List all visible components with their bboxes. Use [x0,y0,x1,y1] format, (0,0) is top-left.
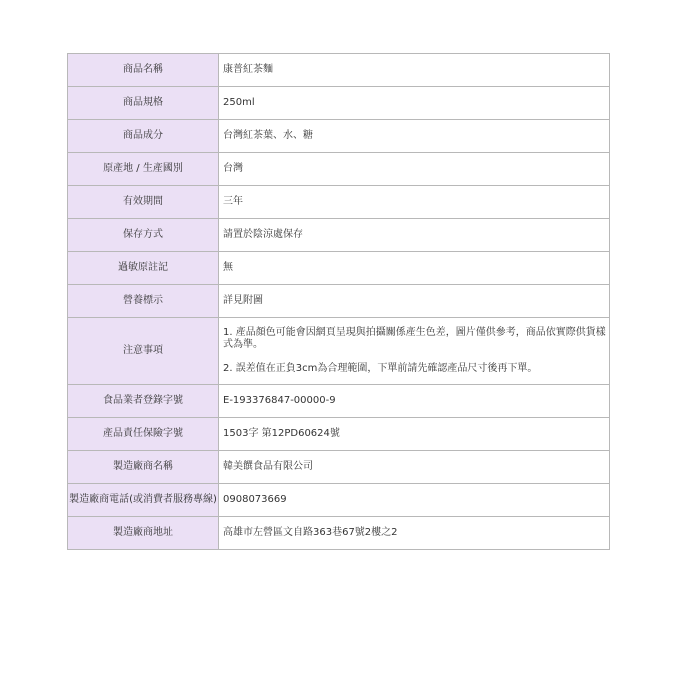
table-row-ingredients [68,120,610,153]
row-value: 高雄市左營區文自路363巷67號2樓之2 [219,517,610,550]
table-row-shelf-life [68,186,610,219]
row-label: 商品名稱 [68,54,219,87]
row-value: 無 [219,252,610,285]
row-label: 保存方式 [68,219,219,252]
row-label: 注意事項 [68,318,219,385]
row-label: 過敏原註記 [68,252,219,285]
row-label: 製造廠商名稱 [68,451,219,484]
table-row-allergen [68,252,610,285]
row-label: 營養標示 [68,285,219,318]
row-label: 食品業者登錄字號 [68,385,219,418]
note-line: 1. 產品顏色可能會因網頁呈現與拍攝關係產生色差，圖片僅供參考，商品依實際供貨樣式為準。 [223,327,606,350]
table-row-insurance-number [68,418,610,451]
table-row-manufacturer-name [68,451,610,484]
product-spec-table [67,53,610,550]
row-label: 有效期間 [68,186,219,219]
row-label: 製造廠商電話(或消費者服務專線) [68,484,219,517]
row-value: 台灣紅茶葉、水、糖 [219,120,610,153]
row-value: 詳見附圖 [219,285,610,318]
row-label: 製造廠商地址 [68,517,219,550]
table-row-storage [68,219,610,252]
table-row-spec [68,87,610,120]
row-value: E-193376847-00000-9 [219,385,610,418]
row-value: 三年 [219,186,610,219]
row-value-notes [219,318,610,385]
row-value: 250ml [219,87,610,120]
table-row-registration-number [68,385,610,418]
table-row-manufacturer-phone [68,484,610,517]
row-value: 台灣 [219,153,610,186]
row-value: 0908073669 [219,484,610,517]
row-value: 請置於陰涼處保存 [219,219,610,252]
row-value: 韓美饌食品有限公司 [219,451,610,484]
note-line: 2. 誤差值在正負3cm為合理範圍，下單前請先確認產品尺寸後再下單。 [223,363,538,374]
table-row-nutrition [68,285,610,318]
table-row-manufacturer-address [68,517,610,550]
row-label: 原產地 / 生產國別 [68,153,219,186]
table-row-product-name [68,54,610,87]
table-row-origin [68,153,610,186]
row-label: 商品成分 [68,120,219,153]
row-value: 康普紅茶麵 [219,54,610,87]
row-value: 1503字 第12PD60624號 [219,418,610,451]
table-row-notes [68,318,610,385]
row-label: 商品規格 [68,87,219,120]
row-label: 產品責任保險字號 [68,418,219,451]
